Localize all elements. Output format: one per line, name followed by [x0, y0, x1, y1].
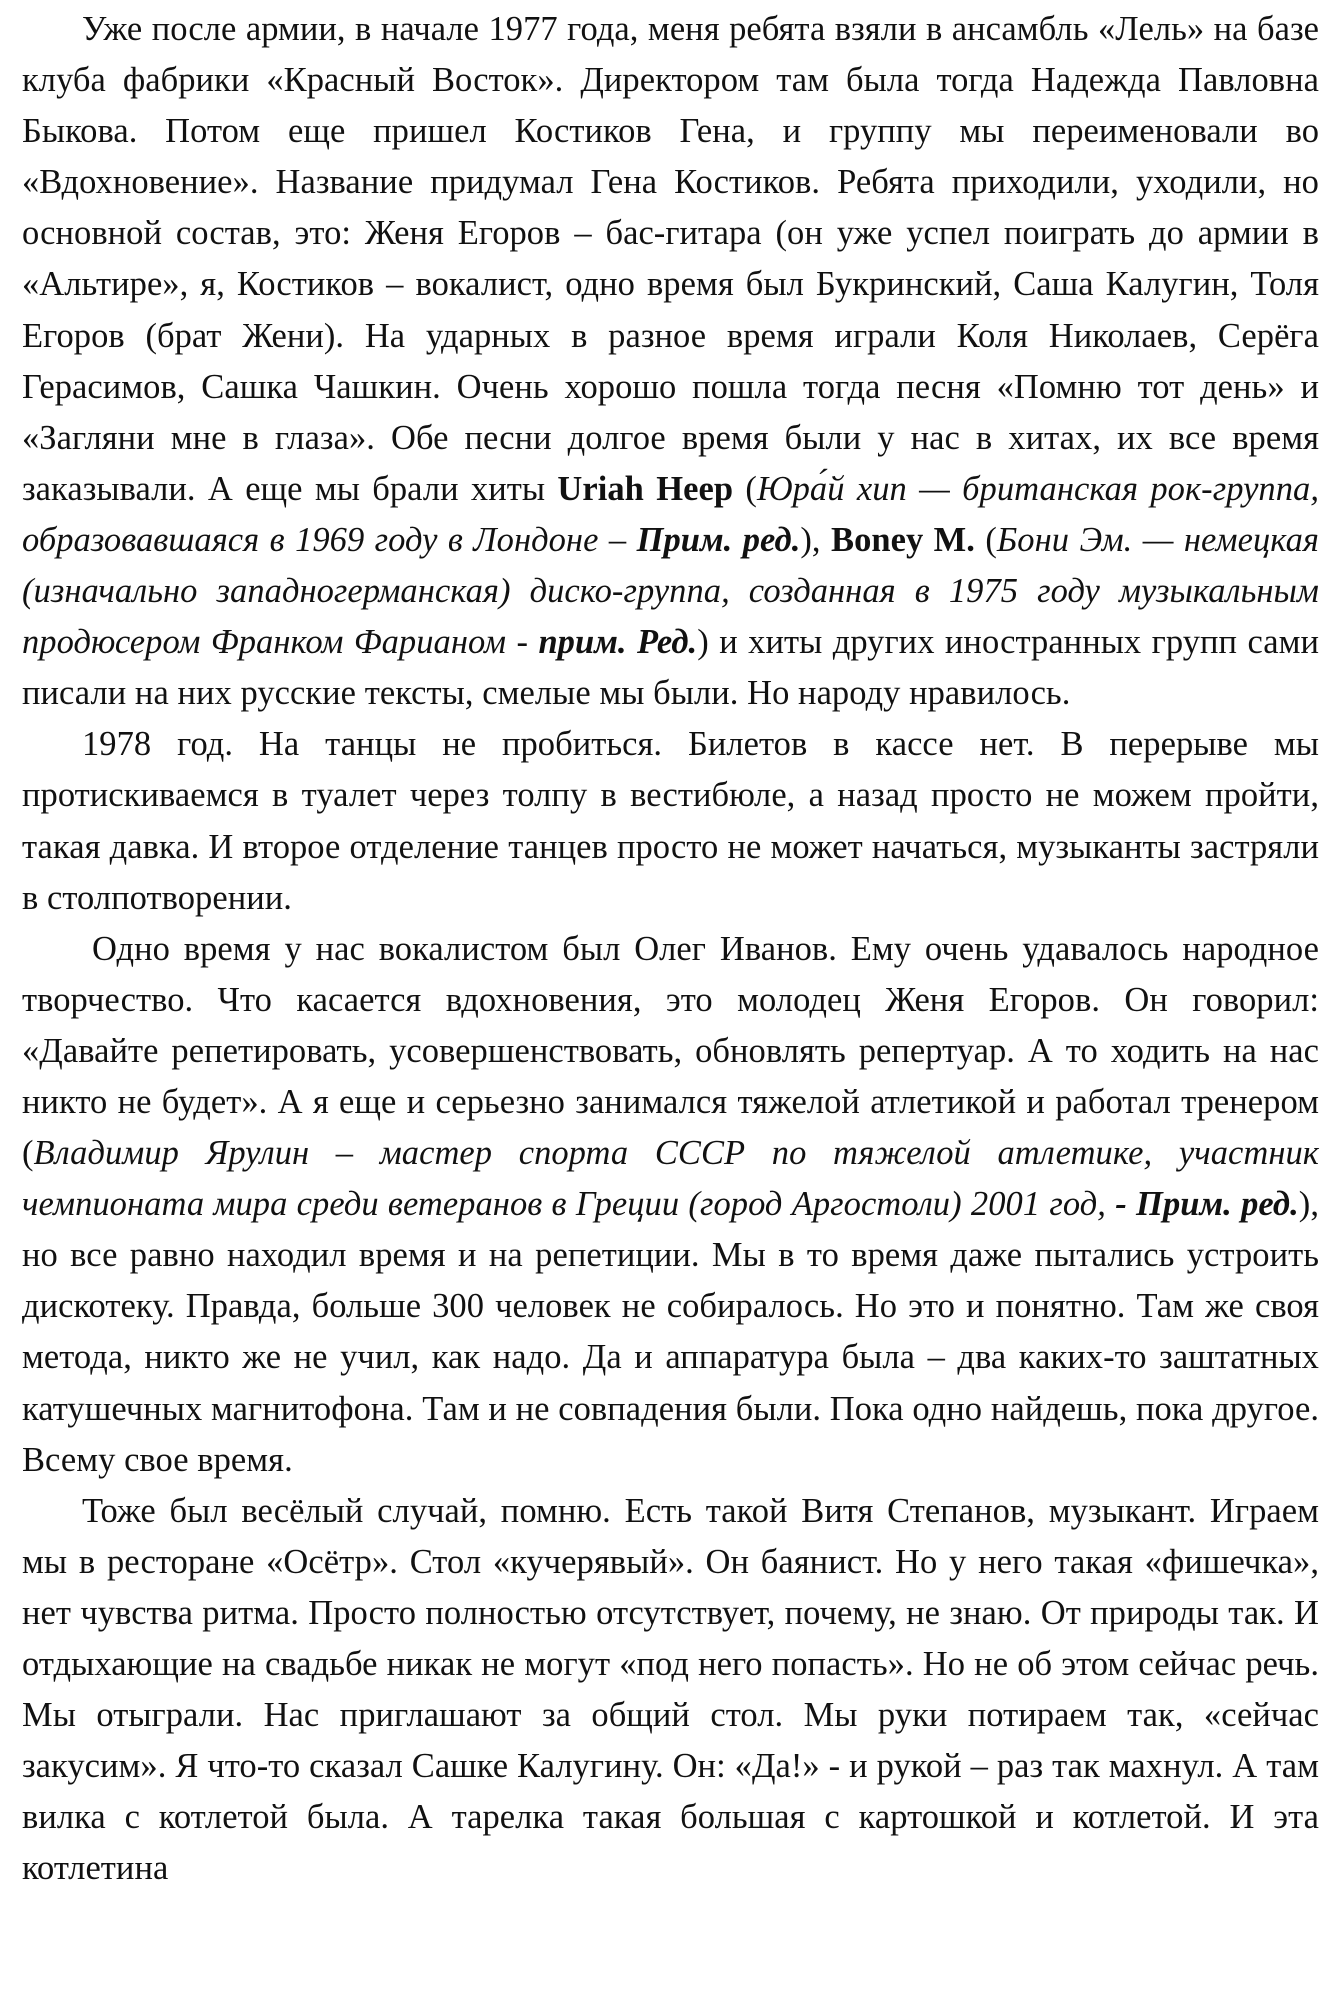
paragraph-vocalist-oleg: Одно время у нас вокалистом был Олег Иванов. Ему очень удавалось народное творчество. Что касается вдохновения, это молодец Женя Егоров. Он говорил: «Давайте репетировать, усовершенствовать, обновлять репертуар. А то ходить на нас никто не будет». А я еще и серьезно занимался тяжелой атлетикой и работал тренером (Владимир Ярулин – мастер спорта СССР по тяжелой атлетике, участник чемпионата мира среди ветеранов в Греции (город Аргостоли) 2001 год, - Прим. ред.), но все равно находил время и на репетиции. Мы в то время даже пытались устроить дискотеку. Правда, больше 300 человек не собиралось. Но это и понятно. Там же своя метода, никто же не учил, как надо. Да и аппаратура была – два каких-то заштатных катушечных магнитофона. Там и не совпадения были. Пока одно найдешь, пока другое. Всему свое время. — [22, 929, 1319, 1479]
band-name-boney-m: Boney M. — [831, 520, 975, 559]
band-name-uriah-heep: Uriah Heep — [557, 469, 734, 508]
paragraph-1978-dances: 1978 год. На танцы не пробиться. Билетов в кассе нет. В перерыве мы протискиваемся в туалет через толпу в вестибюле, а назад просто не можем пройти, такая давка. И второе отделение танцев просто не может начаться, музыканты застряли в столпотворении. — [22, 725, 1319, 917]
editor-note-marker: Прим. ред. — [636, 520, 801, 559]
article-body — [22, 4, 1319, 1894]
editor-note-uriah-heep: Юра́й хип — британская рок-группа, образовавшаяся в 1969 году в Лондоне – — [22, 469, 1320, 559]
editor-note-marker: прим. Ред. — [538, 623, 698, 662]
paragraph-army-ensemble: Уже после армии, в начале 1977 года, меня ребята взяли в ансамбль «Лель» на базе клуба фабрики «Красный Восток». Директором там была тогда Надежда Павловна Быкова. Потом еще пришел Костиков Гена, и группу мы переименовали во «Вдохновение». Название придумал Гена Костиков. Ребята приходили, уходили, но основной состав, это: Женя Егоров – бас-гитара (он уже успел поиграть до армии в «Альтире», я, Костиков – вокалист, одно время был Букринский, Саша Калугин, Толя Егоров (брат Жени). На ударных в разное время играли Коля Николаев, Серёга Герасимов, Сашка Чашкин. Очень хорошо пошла тогда песня «Помню тот день» и «Загляни мне в глаза». Обе песни долгое время были у нас в хитах, их все время заказывали. А еще мы брали хиты Uriah Heep (Юра́й хип — британская рок-группа, образовавшаяся в 1969 году в Лондоне – Прим. ред.), Boney M. (Бони Эм. — немецкая (изначально западногерманская) диско-группа, созданная в 1975 году музыкальным продюсером Франком Фарианом - прим. Ред.) и хиты других иностранных групп сами писали на них русские тексты, смелые мы были. Но народу нравилось. — [22, 10, 1320, 713]
editor-note-boney-m: Бони Эм. — немецкая (изначально западногерманская) диско-группа, созданная в 1975 году музыкальным продюсером Франком Фарианом - — [22, 520, 1319, 662]
editor-note-yarulin: Владимир Ярулин – мастер спорта СССР по тяжелой атлетике, участник чемпионата мира среди ветеранов в Греции (город Аргостоли) 2001 год, — [22, 1134, 1319, 1224]
editor-note-marker: - Прим. ред. — [1115, 1185, 1299, 1224]
paragraph-funny-case: Тоже был весёлый случай, помню. Есть такой Витя Степанов, музыкант. Играем мы в ресторане «Осётр». Стол «кучерявый». Он баянист. Но у него такая «фишечка», нет чувства ритма. Просто полностью отсутствует, почему, не знаю. От природы так. И отдыхающие на свадьбе никак не могут «под него попасть». Но не об этом сейчас речь. Мы отыграли. Нас приглашают за общий стол. Мы руки потираем так, «сейчас закусим». Я что-то сказал Сашке Калугину. Он: «Да!» - и рукой – раз так махнул. А там вилка с котлетой была. А тарелка такая большая с картошкой и котлетой. И эта котлетина — [22, 1491, 1319, 1888]
